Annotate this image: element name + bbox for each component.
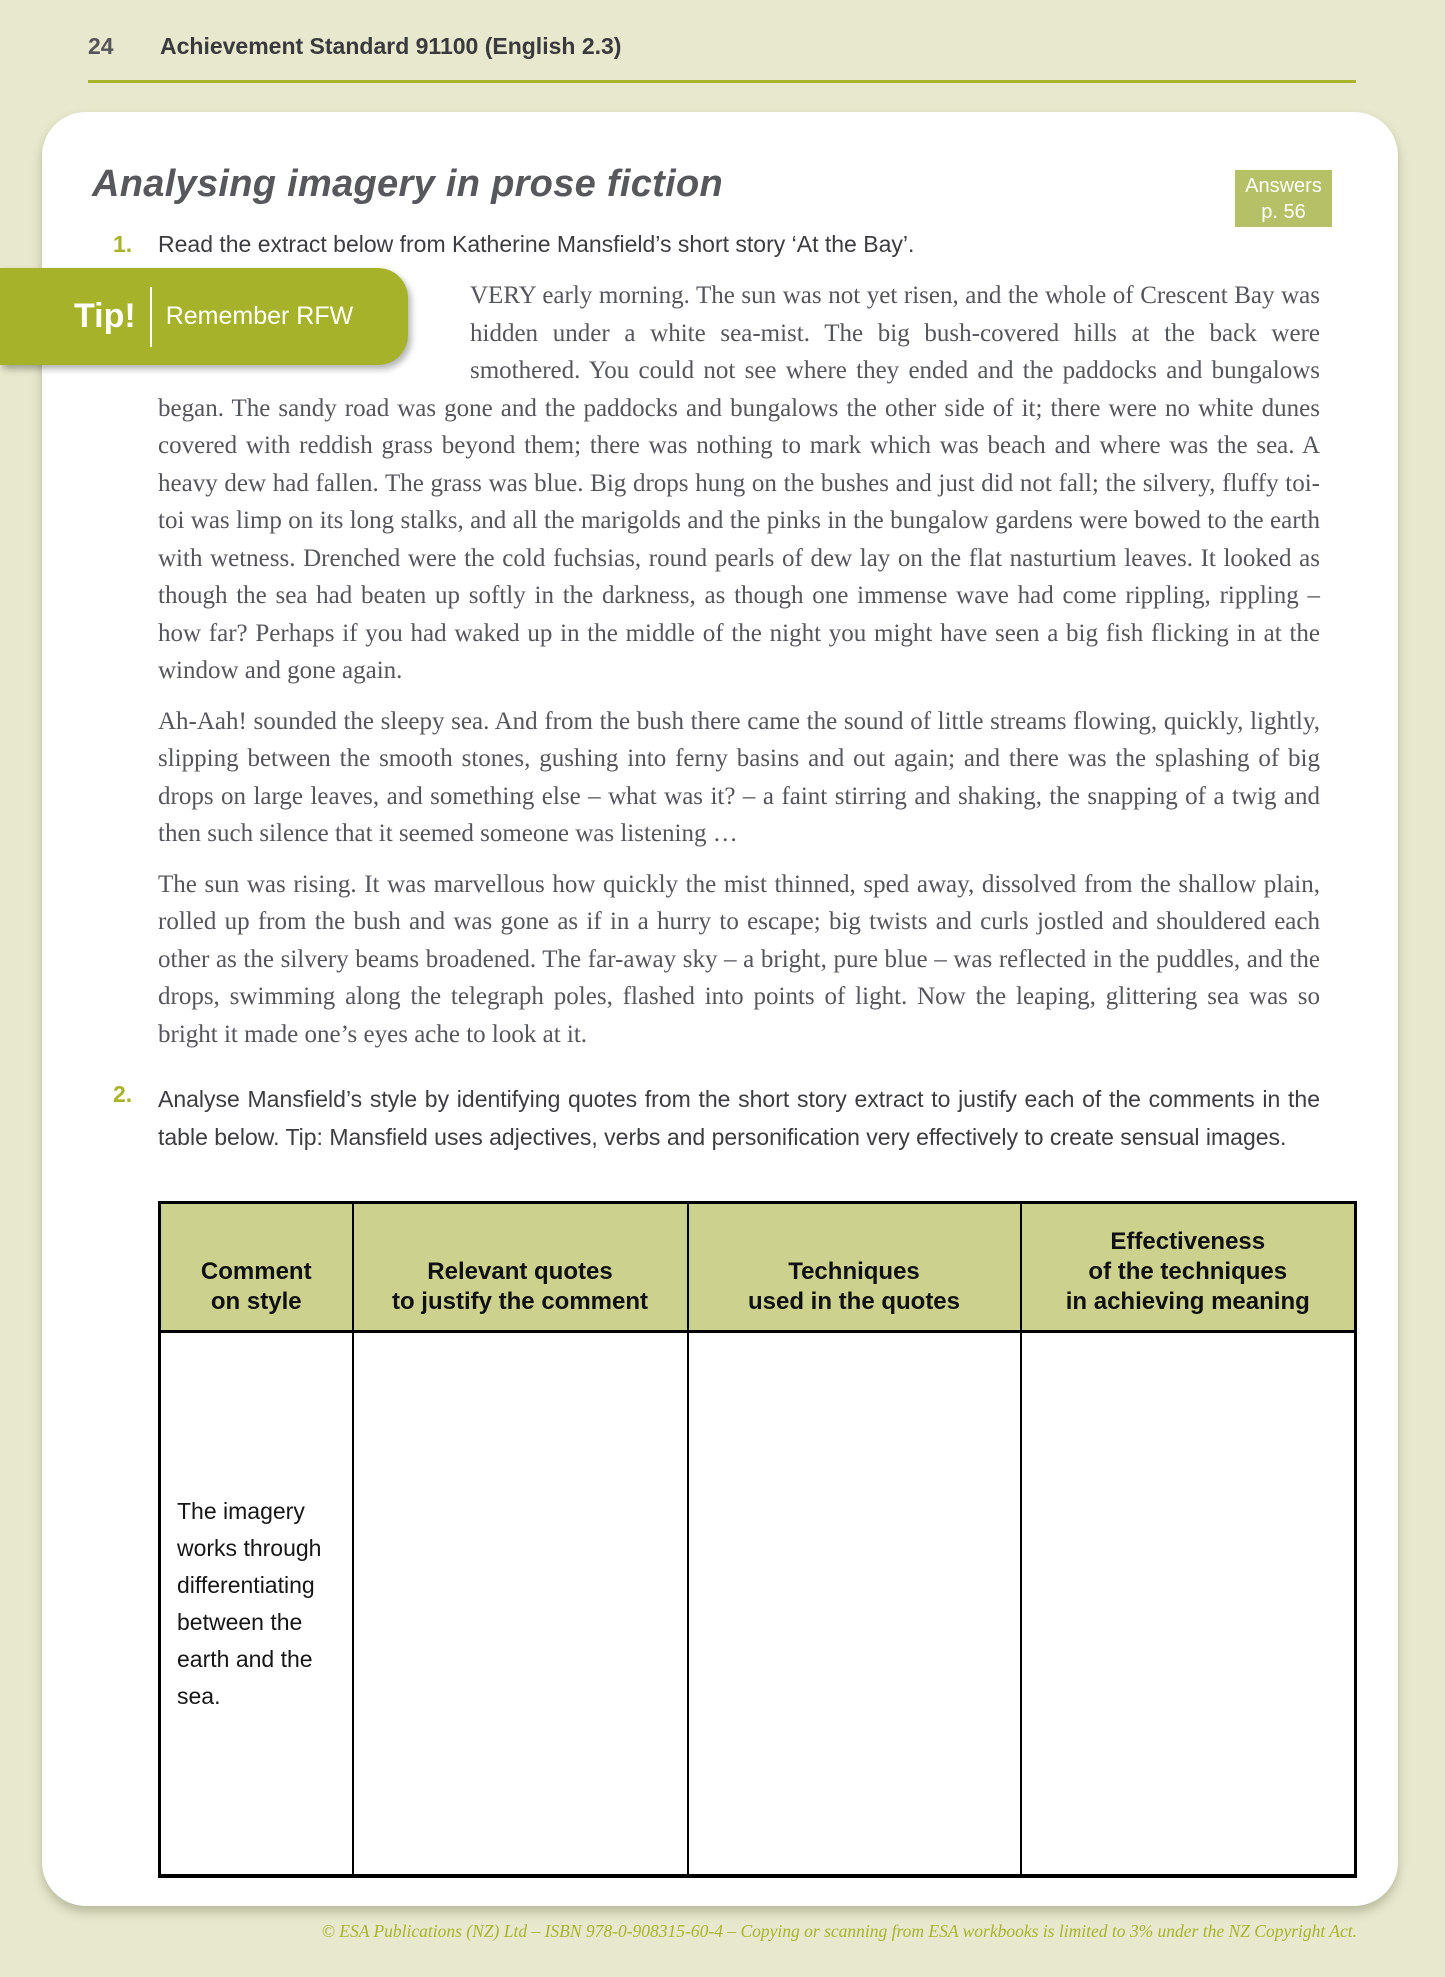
answers-badge — [1235, 170, 1332, 227]
cell-comment-on-style[interactable]: The imagery works through differentiating between the earth and the sea. — [160, 1332, 353, 1877]
header-rule — [88, 80, 1356, 83]
table-header-row — [160, 1203, 1356, 1332]
standard-title: Achievement Standard 91100 (English 2.3) — [160, 33, 622, 59]
tip-note: Remember RFW — [165, 302, 354, 330]
page-number: 24 — [88, 33, 114, 59]
extract-paragraph-3: The sun was rising. It was marvellous how quickly the mist thinned, sped away, dissolved from the shallow plain, rolled up from the bush and was gone as if in a hurry to escape; big twists and curls jostled and shouldered each other as the silvery beams broadened. The far-away sky – a bright, pure blue – was reflected in the puddles, and the drops, swimming along the telegraph poles, flashed into points of light. Now the leaping, glittering sea was so bright it made one’s eyes ache to look at it. — [158, 870, 1320, 1048]
header-line: Comment — [200, 1258, 312, 1285]
header-line: Effectiveness — [1110, 1228, 1266, 1255]
question1-text: Read the extract below from Katherine Mansfield’s short story ‘At the Bay’. — [158, 231, 915, 257]
table-header-effectiveness — [1021, 1203, 1356, 1332]
tip-divider — [150, 287, 152, 347]
answers-badge-line2: p. 56 — [1261, 200, 1306, 223]
answers-badge-line1: Answers — [1245, 174, 1322, 197]
header-line: used in the quotes — [747, 1288, 960, 1315]
table-header-comment — [160, 1203, 353, 1332]
cell-relevant-quotes[interactable] — [353, 1332, 688, 1877]
extract-paragraph-2: Ah-Aah! sounded the sleepy sea. And from the bush there came the sound of little streams flowing, quickly, lightly, slipping between the smooth stones, gushing into ferny basins and out again; and there was the splashing of big drops on large leaves, and something else – what was it? – a faint stirring and shaking, the snapping of a twig and then such silence that it seemed someone was listening … — [158, 707, 1320, 847]
tip-badge — [0, 268, 408, 365]
header-line: Techniques — [788, 1258, 920, 1285]
header-line: to justify the comment — [391, 1288, 649, 1315]
header-line: Relevant quotes — [427, 1258, 613, 1285]
table-header-techniques — [688, 1203, 1021, 1332]
tip-label: Tip! — [74, 297, 136, 335]
question2-number: 2. — [113, 1081, 133, 1107]
question2-text: Analyse Mansfield’s style by identifying quotes from the short story extract to justify each of the comments in the table below. Tip: Mansfield uses adjectives, verbs and personification very effectively to create sensual images. — [158, 1086, 1320, 1150]
cell-effectiveness[interactable] — [1021, 1332, 1356, 1877]
extract-paragraph-1: VERY early morning. The sun was not yet risen, and the whole of Crescent Bay was hidden under a white sea-mist. The big bush-covered hills at the back were smothered. You could not see where they ended and the paddocks and bungalows began. The sandy road was gone and the paddocks and bungalows the other side of it; there were no white dunes covered with reddish grass beyond them; there was nothing to mark which was beach and where was the sea. A heavy dew had fallen. The grass was blue. Big drops hung on the bushes and just did not fall; the silvery, fluffy toi-toi was limp on its long stalks, and all the marigolds and the pinks in the bungalow gardens were bowed to the earth with wetness. Drenched were the cold fuchsias, round pearls of dew lay on the flat nasturtium leaves. It looked as though the sea had beaten up softly in the darkness, as though one immense wave had come rippling, rippling – how far? Perhaps if you had waked up in the middle of the night you might have seen a big fish flicking in at the window and gone again. — [158, 282, 1320, 684]
header-line: of the techniques — [1088, 1258, 1288, 1285]
cell-techniques[interactable] — [688, 1332, 1021, 1877]
question1-number: 1. — [113, 231, 133, 257]
header-line: on style — [210, 1288, 302, 1315]
header-line: in achieving meaning — [1065, 1288, 1310, 1315]
story-extract — [158, 277, 1320, 1053]
table-header-quotes — [353, 1203, 688, 1332]
copyright-footer: © ESA Publications (NZ) Ltd – ISBN 978-0-908315-60-4 – Copying or scanning from ESA workbooks is limited to 3% under the NZ Copyright Act. — [321, 1921, 1357, 1941]
analysis-table — [158, 1201, 1357, 1878]
worksheet-title: Analysing imagery in prose fiction — [92, 163, 724, 205]
table-row — [160, 1332, 1356, 1877]
